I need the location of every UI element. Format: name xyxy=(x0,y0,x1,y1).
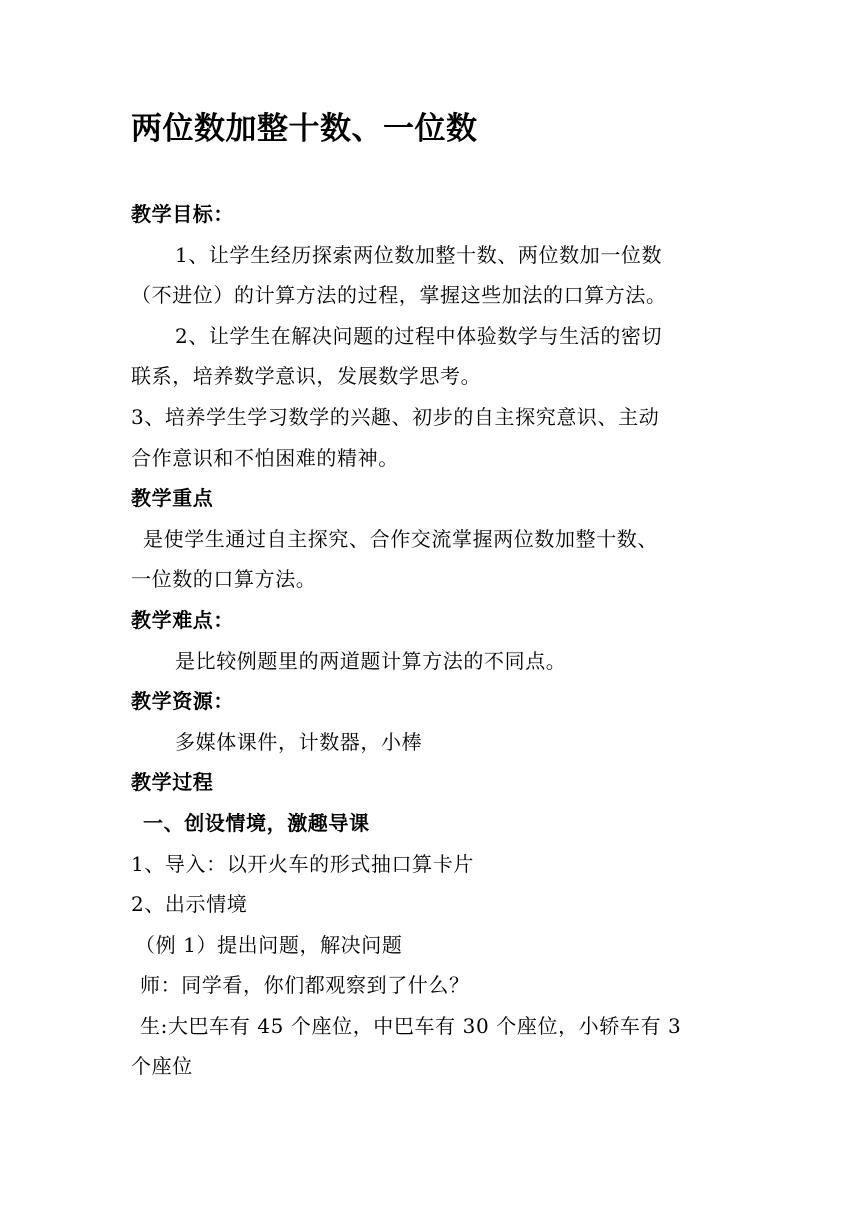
section-heading-process: 教学过程 xyxy=(131,770,214,795)
paragraph-line: 生:大巴车有 45 个座位，中巴车有 30 个座位，小轿车有 3 xyxy=(140,1013,682,1038)
paragraph-line: 1、让学生经历探索两位数加整十数、两位数加一位数 xyxy=(175,242,663,267)
paragraph-line: 是使学生通过自主探究、合作交流掌握两位数加整十数、 xyxy=(143,526,658,551)
paragraph-line: 联系，培养数学意识，发展数学思考。 xyxy=(131,364,482,389)
section-heading-resources: 教学资源： xyxy=(131,689,234,714)
section-heading-difficulties: 教学难点： xyxy=(131,607,234,632)
paragraph-line: 一位数的口算方法。 xyxy=(131,567,317,592)
paragraph-line: 合作意识和不怕困难的精神。 xyxy=(131,445,399,470)
paragraph-line: （例 1）提出问题，解决问题 xyxy=(135,932,403,957)
document-title: 两位数加整十数、一位数 xyxy=(131,111,478,147)
paragraph-line: 师：同学看，你们都观察到了什么？ xyxy=(140,973,470,998)
document-body xyxy=(131,194,733,1087)
paragraph-line: 是比较例题里的两道题计算方法的不同点。 xyxy=(175,648,567,673)
section-heading-key-points: 教学重点 xyxy=(131,486,214,511)
paragraph-line: （不进位）的计算方法的过程，掌握这些加法的口算方法。 xyxy=(131,283,667,308)
paragraph-line: 多媒体课件，计数器，小棒 xyxy=(175,729,423,754)
paragraph-line: 3、培养学生学习数学的兴趣、初步的自主探究意识、主动 xyxy=(131,404,660,429)
section-heading-objectives: 教学目标： xyxy=(131,202,234,226)
paragraph-line: 个座位 xyxy=(131,1054,193,1079)
subsection-heading: 一、创设情境，激趣导课 xyxy=(143,810,370,835)
paragraph-line: 1、导入：以开火车的形式抽口算卡片 xyxy=(131,851,474,876)
paragraph-line: 2、出示情境 xyxy=(131,892,248,917)
paragraph-line: 2、让学生在解决问题的过程中体验数学与生活的密切 xyxy=(175,323,663,348)
